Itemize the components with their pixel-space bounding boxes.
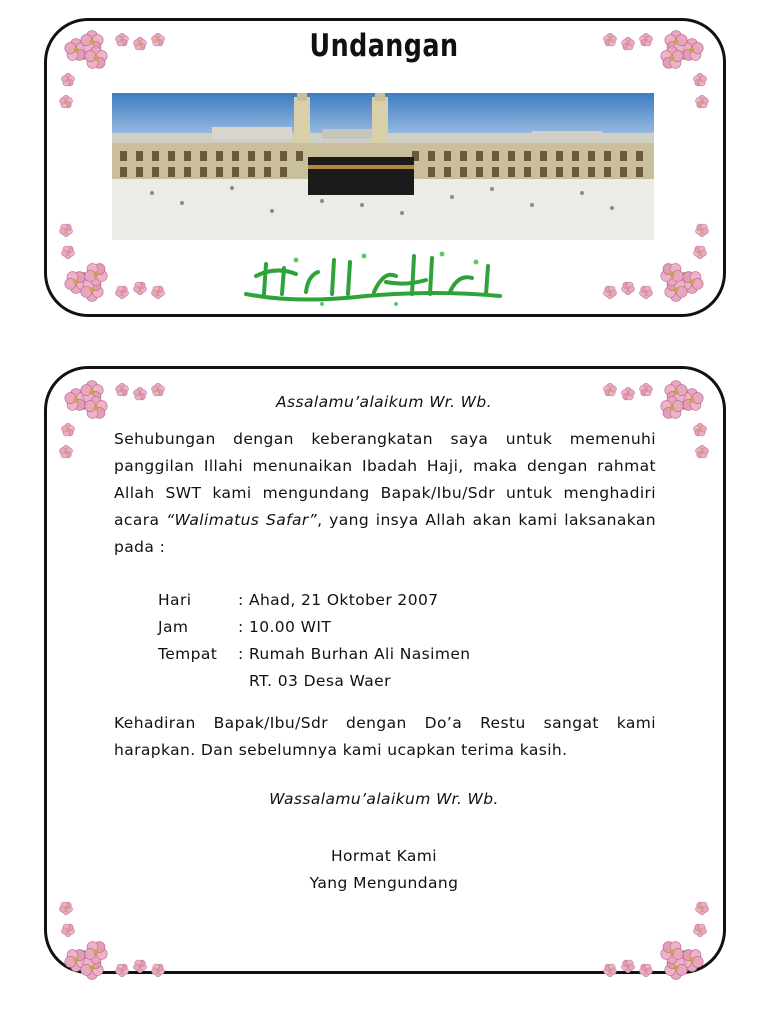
detail-label-place: Tempat xyxy=(158,645,218,663)
flower-corner-letter-bottom-left-icon xyxy=(52,888,182,988)
detail-label-time: Jam xyxy=(158,618,189,636)
detail-row-place xyxy=(158,641,471,668)
closing-paragraph: Kehadiran Bapak/Ibu/Sdr dengan Do’a Restu sangat kami harapkan. Dan sebelumnya kami ucapkan terima kasih. xyxy=(114,714,656,759)
opening-text-end: , yang insya Allah akan kami laksanakan pada : xyxy=(114,511,657,556)
signoff xyxy=(0,843,768,897)
greeting: Assalamu’alaikum Wr. Wb. xyxy=(276,393,492,411)
detail-address-line2: RT. 03 Desa Waer xyxy=(249,672,391,690)
bismillah-calligraphy-image xyxy=(236,246,510,308)
detail-label-day: Hari xyxy=(158,591,192,609)
detail-value-place: : Rumah Burhan Ali Nasimen xyxy=(238,645,471,663)
detail-row-day xyxy=(158,587,438,614)
opening-text-start: Sehubungan dengan keberangkatan saya untuk memenuhi panggilan Illahi menunaikan Ibadah Haji, maka dengan rahmat Allah SWT kami mengundang Bapak/Ibu/Sdr untuk menghadiri acara xyxy=(114,430,656,529)
detail-value-day: : Ahad, 21 Oktober 2007 xyxy=(238,591,439,609)
flower-corner-letter-bottom-right-icon xyxy=(586,888,716,988)
signoff-line-1: Hormat Kami xyxy=(330,847,438,865)
detail-row-time xyxy=(158,614,331,641)
page-title: Undangan xyxy=(309,28,459,64)
event-name: “Walimatus Safar” xyxy=(166,511,318,529)
kaaba-photo-image xyxy=(112,93,654,240)
signoff-line-2: Yang Mengundang xyxy=(309,874,459,892)
detail-value-time: : 10.00 WIT xyxy=(238,618,332,636)
farewell: Wassalamu’alaikum Wr. Wb. xyxy=(269,790,499,808)
opening-paragraph xyxy=(114,426,656,561)
